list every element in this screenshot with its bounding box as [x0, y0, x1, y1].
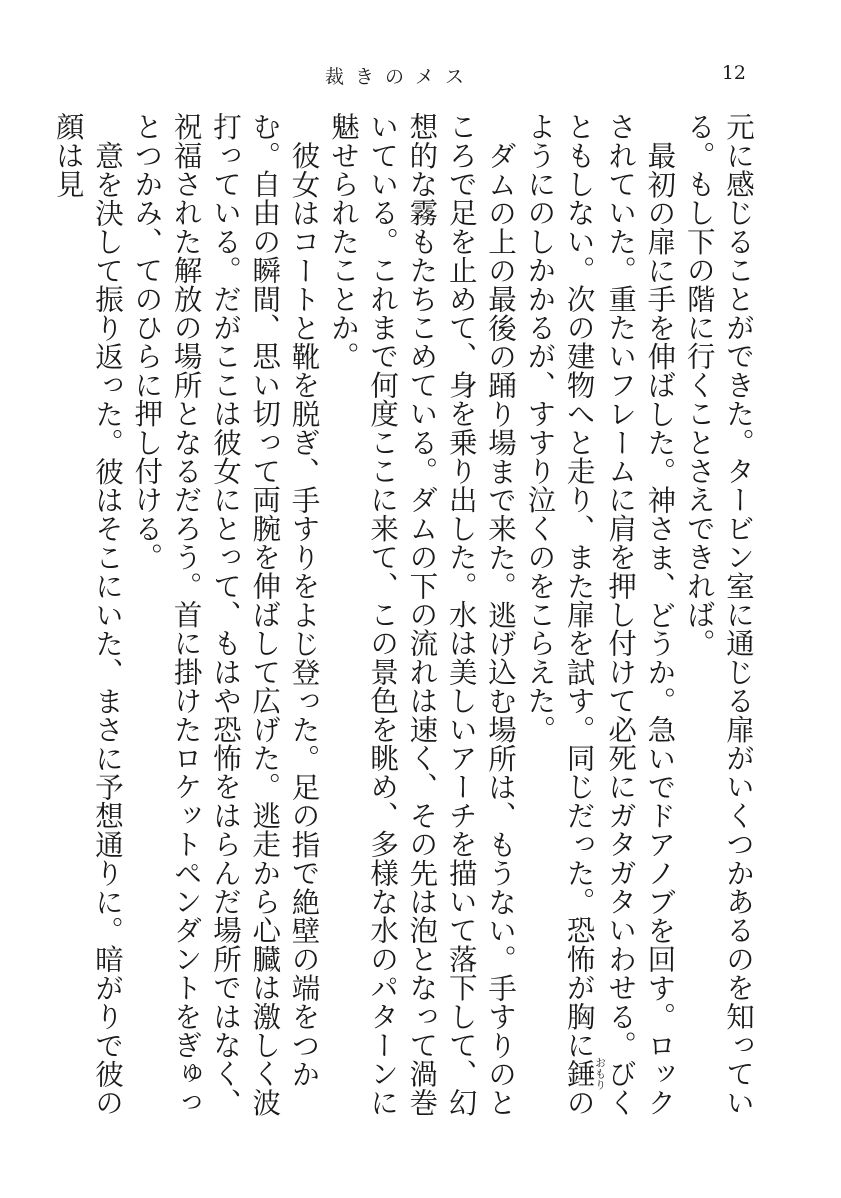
paragraph-2	[520, 112, 679, 1132]
paragraph-1: 元に感じることができた。タービン室に通じる扉がいくつかあるのを知っている。もし下の階に行くことさえできれば。	[682, 112, 755, 1117]
paragraph-2-part-a: 最初の扉に手を伸ばした。神さま、どうか。急いでドアノブを回す。ロックされていた。重たいフレームに肩を押し付けて必死にガタガタいわせる。びくともしない。次の建物へと走り、また扉を試す。同じだった。恐怖が胸に	[562, 112, 677, 1117]
paragraph-2-part-b: のようにのしかかるが、すすり泣くのをこらえた。	[523, 112, 596, 1117]
paragraph-3: ダムの上の最後の踊り場まで来た。逃げ込む場所は、もうない。手すりのところで足を止めて、身を乗り出した。水は美しいアーチを描いて落下して、幻想的な霧もたちこめている。ダムの下の流れは速く、その先は泡となって渦巻いている。これまで何度ここに来て、この景色を眺め、多様な水のパターンに魅せられたことか。	[326, 112, 518, 1117]
vertical-body-text	[51, 112, 758, 1132]
ruby-base: 錘	[562, 1056, 596, 1090]
paragraph-4: 彼女はコートと靴を脱ぎ、手すりをよじ登った。足の指で絶壁の端をつかむ。自由の瞬間、思い切って両腕を伸ばして広げた。逃走から心臓は激しく波打っている。だがここは彼女にとって、もはや恐怖をはらんだ場所ではなく、祝福された解放の場所となるだろう。首に掛けたロケットペンダントをぎゅっとつかみ、てのひらに押し付ける。	[130, 112, 321, 1117]
furigana-ruby	[562, 1056, 607, 1090]
running-header-title: 裁きのメス	[324, 66, 475, 88]
ruby-reading: おもり	[593, 1056, 607, 1090]
paragraph-5: 意を決して振り返った。彼はそこにいた、まさに予想通りに。暗がりで彼の顔は見	[51, 112, 125, 1117]
page-number: 12	[721, 62, 746, 84]
